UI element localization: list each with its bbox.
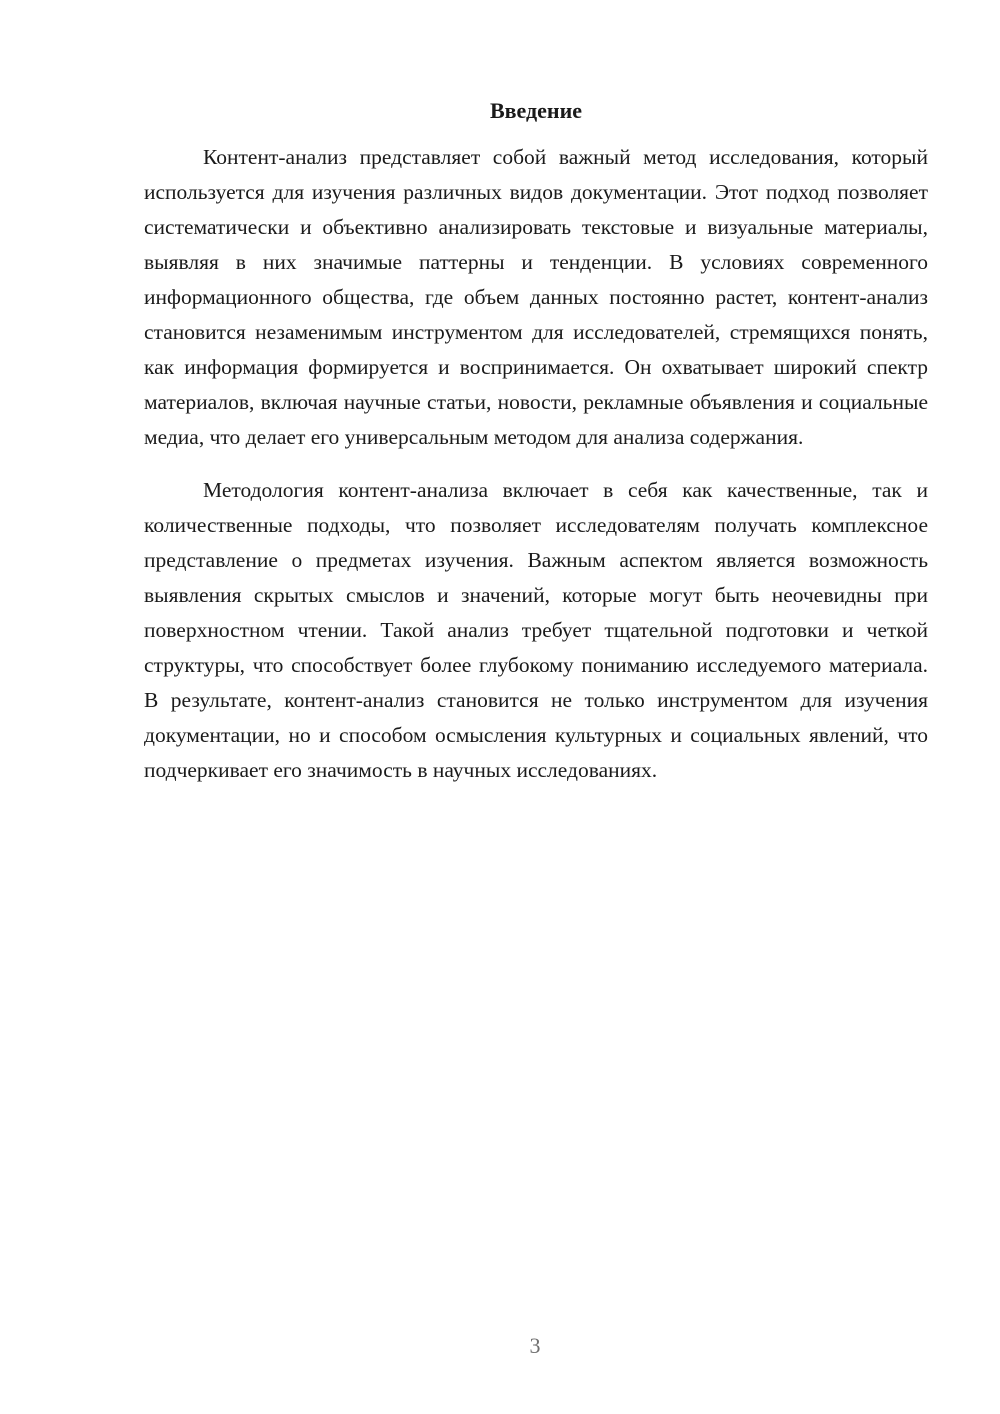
paragraph-2: Методология контент-анализа включает в себя как качественные, так и количественные подходы, что позволяет исследователям получать комплексное представление о предметах изучения. Важным аспектом является возможность выявления скрытых смыслов и значений, которые могут быть неочевидны при поверхностном чтении. Такой анализ требует тщательной подготовки и четкой структуры, что способствует более глубокому пониманию исследуемого материала. В результате, контент-анализ становится не только инструментом для изучения документации, но и способом осмысления культурных и социальных явлений, что подчеркивает его значимость в научных исследованиях. <box>144 478 928 782</box>
section-title: Введение <box>489 98 583 123</box>
page-number: 3 <box>529 1333 541 1358</box>
paragraph-1: Контент-анализ представляет собой важный метод исследования, который используется для изучения различных видов документации. Этот подход позволяет систематически и объективно анализировать текстовые и визуальные материалы, выявляя в них значимые паттерны и тенденции. В условиях современного информационного общества, где объем данных постоянно растет, контент-анализ становится незаменимым инструментом для исследователей, стремящихся понять, как информация формируется и воспринимается. Он охватывает широкий спектр материалов, включая научные статьи, новости, рекламные объявления и социальные медиа, что делает его универсальным методом для анализа содержания. <box>144 145 928 449</box>
page-content <box>144 95 928 788</box>
